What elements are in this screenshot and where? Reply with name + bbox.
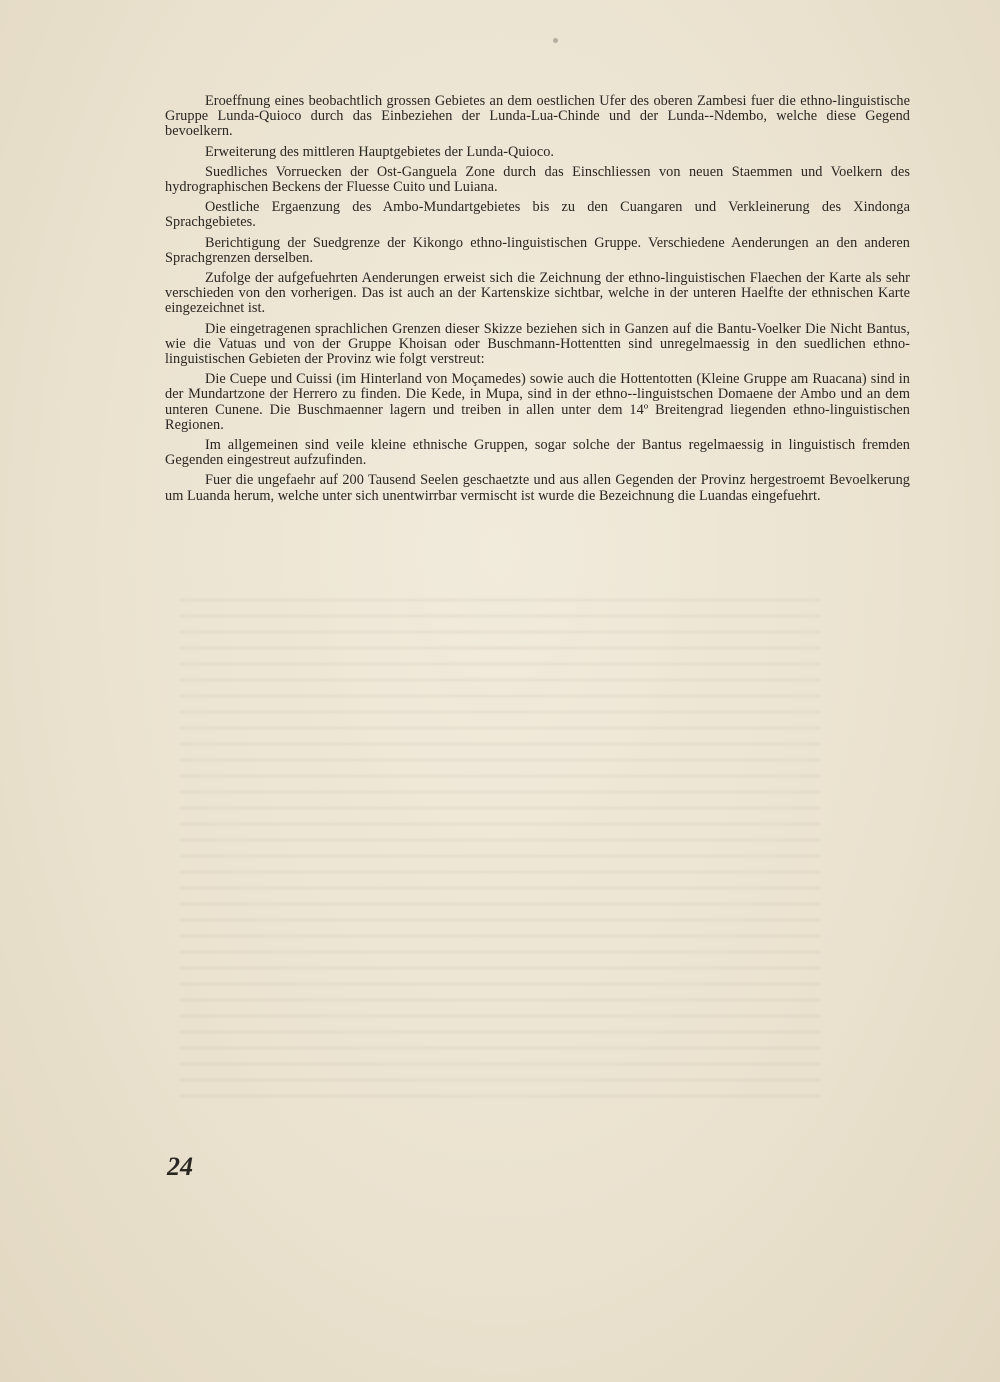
paragraph: Im allgemeinen sind veile kleine ethnische Gruppen, sogar solche der Bantus regelmaessig in linguistisch fremden Gegenden eingestreut aufzufinden. [165, 437, 910, 469]
paragraph: Oestliche Ergaenzung des Ambo-Mundartgebietes bis zu den Cuangaren und Verkleinerung des Xindonga Sprachgebietes. [165, 199, 910, 231]
paragraph: Die eingetragenen sprachlichen Grenzen dieser Skizze beziehen sich in Ganzen auf die Bantu-Voelker Die Nicht Bantus, wie die Vatuas und von der Gruppe Khoisan oder Buschmann-Hottentten sind unregelmaessig in den suedlichen ethno-linguistischen Gebieten der Provinz wie folgt verstreut: [165, 320, 910, 368]
paragraph: Die Cuepe und Cuissi (im Hinterland von Moçamedes) sowie auch die Hottentotten (Kleine Gruppe am Ruacana) sind in der Mundartzone der Herrero zu finden. Die Kede, in Mupa, sind in der ethno--linguistschen Domaene der Ambo und an dem unteren Cunene. Die Buschmaenner lagern und treiben in allen unter dem 14º Breitengrad liegenden ethno-linguistischen Regionen. [165, 371, 910, 433]
page-number: 24 [167, 1152, 193, 1181]
paragraph: Zufolge der aufgefuehrten Aenderungen erweist sich die Zeichnung der ethno-linguistischen Flaechen der Karte als sehr verschieden von den vorherigen. Das ist auch an der Kartenskize sichtbar, welche in der unteren Haelfte der ethnischen Karte eingezeichnet ist. [165, 270, 910, 317]
paper-speck [553, 38, 558, 43]
paragraph: Erweiterung des mittleren Hauptgebietes der Lunda-Quioco. [205, 143, 555, 160]
paragraph: Eroeffnung eines beobachtlich grossen Gebietes an dem oestlichen Ufer des oberen Zambesi fuer die ethno-linguistische Gruppe Lunda-Quioco durch das Einbeziehen der Lunda-Lua-Chinde und der Lunda--Ndembo, welche diese Gegend bevoelkern. [165, 93, 910, 140]
paragraph: Berichtigung der Suedgrenze der Kikongo ethno-linguistischen Gruppe. Verschiedene Aenderungen an den anderen Sprachgrenzen derselben. [165, 234, 910, 266]
body-text [165, 94, 910, 509]
bleed-through-text [180, 590, 820, 1110]
paragraph: Suedliches Vorruecken der Ost-Ganguela Zone durch das Einschliessen von neuen Staemmen und Voelkern des hydrographischen Beckens der Fluesse Cuito und Luiana. [165, 163, 910, 196]
paragraph: Fuer die ungefaehr auf 200 Tausend Seelen geschaetzte und aus allen Gegenden der Provinz hergestroemt Bevoelkerung um Luanda herum, welche unter sich unentwirrbar vermischt ist wurde die Bezeichnung die Luandas eingefuehrt. [165, 472, 910, 504]
